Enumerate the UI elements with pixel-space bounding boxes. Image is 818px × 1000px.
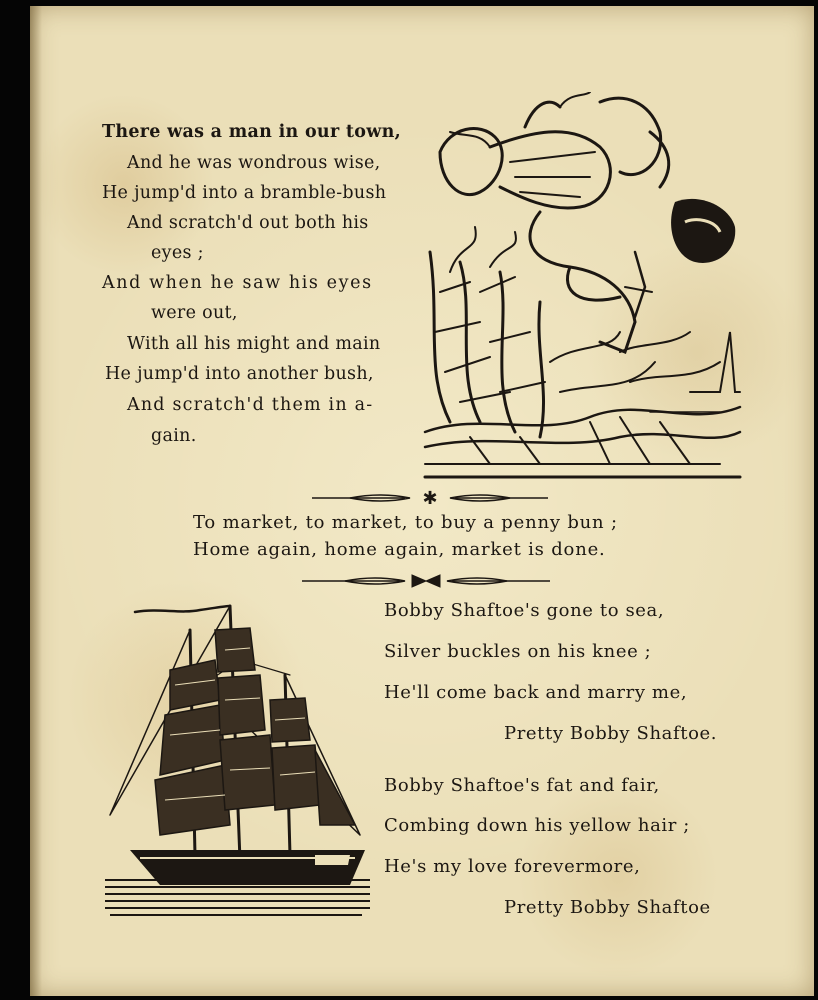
poem-line: He'll come back and marry me, bbox=[384, 682, 688, 703]
svg-text:✱: ✱ bbox=[422, 488, 438, 508]
poem-line: And scratch'd them in a- bbox=[127, 395, 374, 415]
poem-line: Combing down his yellow hair ; bbox=[384, 815, 690, 836]
poem-line: With all his might and main bbox=[127, 334, 381, 354]
sailing-ship-woodcut bbox=[100, 600, 375, 922]
poem-line: were out, bbox=[151, 303, 238, 323]
poem-line: There was a man in our town, bbox=[102, 122, 401, 142]
poem-line: gain. bbox=[151, 426, 197, 446]
decorative-divider-star bbox=[310, 488, 550, 508]
poem-line: Home again, home again, market is done. bbox=[193, 539, 606, 560]
poem-line: Pretty Bobby Shaftoe. bbox=[504, 723, 718, 744]
poem-line: He jump'd into another bush, bbox=[105, 364, 374, 384]
poem-line: And when he saw his eyes bbox=[102, 273, 373, 293]
poem-line: To market, to market, to buy a penny bun ; bbox=[193, 512, 618, 533]
poem-line: He jump'd into a bramble-bush bbox=[102, 183, 387, 203]
poem-line: Bobby Shaftoe's gone to sea, bbox=[384, 600, 665, 621]
poem-line: He's my love forevermore, bbox=[384, 856, 641, 877]
poem-line: eyes ; bbox=[151, 243, 204, 263]
poem-line: Bobby Shaftoe's fat and fair, bbox=[384, 775, 660, 796]
poem-line: And scratch'd out both his bbox=[127, 213, 369, 233]
man-jumping-into-bramble-bush-woodcut bbox=[420, 92, 745, 480]
poem-line: Silver buckles on his knee ; bbox=[384, 641, 652, 662]
poem-line: Pretty Bobby Shaftoe bbox=[504, 897, 711, 918]
decorative-divider-bow bbox=[300, 572, 552, 590]
poem-line: And he was wondrous wise, bbox=[127, 153, 381, 173]
page-gutter-shadow bbox=[30, 6, 42, 996]
